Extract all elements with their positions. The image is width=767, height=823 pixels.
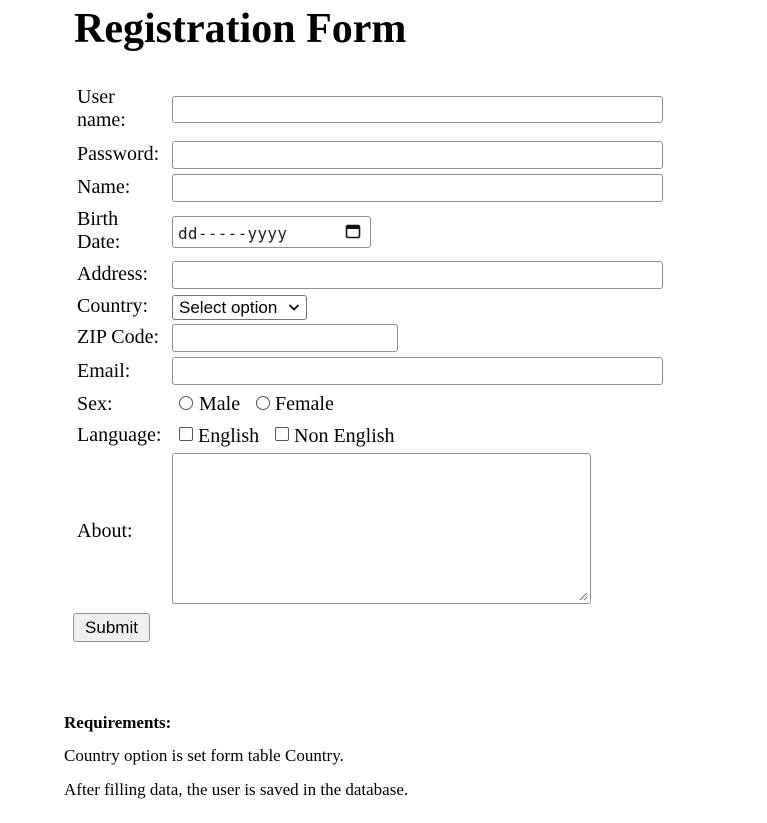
password-input[interactable] (172, 141, 663, 169)
country-select-value: Select option (179, 298, 278, 317)
language-label: Language: (77, 424, 162, 446)
requirements-title: Requirements: (64, 713, 172, 732)
chevron-down-icon (288, 303, 300, 312)
sex-female-label: Female (275, 393, 334, 415)
country-select[interactable] (172, 295, 307, 320)
email-input[interactable] (172, 357, 663, 385)
address-input[interactable] (172, 261, 663, 289)
about-textarea[interactable] (172, 453, 591, 604)
language-non-english-label: Non English (294, 425, 395, 447)
sex-female-radio[interactable] (256, 396, 270, 410)
name-input[interactable] (172, 174, 663, 202)
name-label: Name: (77, 176, 131, 198)
birthdate-label-line-2: Date: (77, 231, 121, 253)
username-label (77, 86, 126, 132)
calendar-icon[interactable] (345, 223, 361, 239)
birthdate-input[interactable] (172, 216, 371, 248)
submit-button[interactable]: Submit (73, 613, 150, 642)
birthdate-label (77, 208, 120, 254)
country-label: Country: (77, 295, 149, 317)
requirement-line: After filling data, the user is saved in the database. (64, 780, 409, 799)
zip-input[interactable] (172, 324, 398, 352)
language-english-checkbox[interactable] (179, 427, 193, 441)
about-label: About: (77, 520, 133, 542)
username-input[interactable] (172, 96, 663, 123)
address-label: Address: (77, 263, 149, 285)
sex-male-radio[interactable] (179, 396, 193, 410)
username-label-line-2: name: (77, 109, 126, 131)
email-label: Email: (77, 360, 131, 382)
resize-grip-icon[interactable] (578, 591, 588, 601)
page-title: Registration Form (74, 6, 407, 52)
username-label-line-1: User (77, 86, 115, 108)
sex-male-label: Male (199, 393, 241, 415)
sex-label: Sex: (77, 393, 113, 415)
password-label: Password: (77, 143, 160, 165)
language-english-label: English (198, 425, 260, 447)
zip-label: ZIP Code: (77, 326, 160, 348)
birthdate-placeholder: dd-----yyyy (178, 224, 288, 243)
birthdate-label-line-1: Birth (77, 208, 119, 230)
language-non-english-checkbox[interactable] (275, 427, 289, 441)
requirement-line: Country option is set form table Country. (64, 746, 344, 765)
